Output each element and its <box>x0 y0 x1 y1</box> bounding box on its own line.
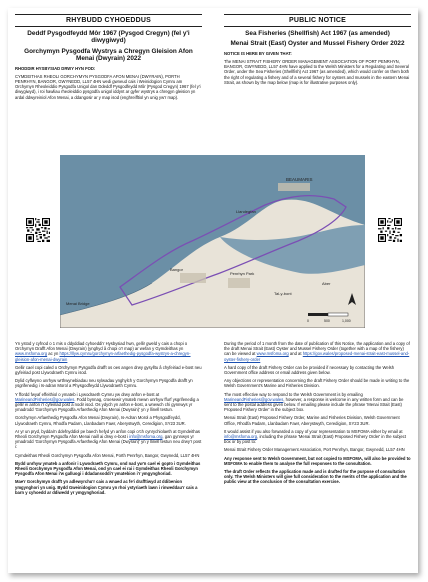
qr-code-icon[interactable] <box>378 218 402 242</box>
welsh-intro: CYMDEITHAS RHEOLI GORCHYMYN PYSGODFA AFON MENAI (DWYRAIN), PORTH PENRHYN, BANGOR, GWYNEDD, LL57 4HN wedi gwneud cais i Weinidogion Cymru am Orchymyn Rheoleiddio Pysgodfa Unigol dan Ddeddf Pysgodfeydd Môr (Pysgod Cregyn) 1967 (fel y'i diwygiwyd), i roi hawliau rheoleiddio pysgodfa unigol iddynt ar gyfer wystrys a chregyn gleision yn ardal ddwyreiniol Afon Menai, a ddangosir ar y map isod (enghreifftiol yn unig yw'r map). <box>15 73 201 100</box>
welsh-header: RHYBUDD CYHOEDDUS <box>15 14 202 27</box>
map-label-aber: Aber <box>322 281 331 286</box>
english-para-4: The most effective way to respond to the Welsh Government is by emailing MarineandFisheries@gov.wales, however, a response is welcome in any written form and can be sent to the postal address given below. If emailing please include the phrase 'Menai Strait (East) Proposed Fishery Order' in the subject box. <box>224 391 404 413</box>
english-link-info-email[interactable]: info@msfoma.org <box>224 434 258 440</box>
english-header: PUBLIC NOTICE <box>224 14 411 27</box>
english-link-email[interactable]: MarineandFisheries@gov.wales <box>224 396 284 402</box>
welsh-para-5: Ar yr un pryd, byddai'n ddefnyddiol pe baech hefyd yn anfon copi o'ch cynrychiolaeth at Gymdeithas Rheoli Gorchymyn Pysgodfa Afon Menai naill ai drwy e-bost i info@msfoma.org, gan gynnwys yr ymadrodd 'Gorchymyn Pysgodfa Arfaethedig Afon Menai (Dwyrain)' yn y llinell testun neu drwy'r post i: <box>15 428 202 450</box>
map-label-beaumaris: BEAUMARIS <box>286 177 313 182</box>
town-block <box>278 183 310 191</box>
town-block <box>228 278 250 288</box>
map-label-penrhyn: Penrhyn Park <box>230 271 255 276</box>
english-intro: The MENAI STRAIT FISHERY ORDER MANAGEMENT ASSOCIATION OF PORT PENRHYN, BANGOR, GWYNEDD, LL57 4HN have applied to the Welsh Ministers for a Regulating and Several Order, under the Sea Fisheries (Shellfish) Act 1967 (as amended), which would confer on them both the right of regulating a fishery and of a several fishery for oysters and mussels in the eastern Menai Strait, as shown by the map below (map is for illustrative purposes only). <box>224 59 410 85</box>
scale-label-0: 0 <box>307 319 309 323</box>
welsh-notice-heading: RHODDIR HYSBYSIAD DRWY HYN FOD: <box>15 65 96 71</box>
english-para-1: During the period of 1 month from the date of publication of this Notice, the application and a copy of the draft Menai Strait (East) Oyster and Mussel Fishery Order (together with a map of the fishery) can be viewed at www.msfoma.org and at https://gov.wales/proposed-menai-strait-east-mussel-and-oyster-fishery-order <box>224 341 410 362</box>
english-notice-heading: NOTICE IS HERE BY GIVEN THAT: <box>224 50 292 56</box>
welsh-link-info-email[interactable]: info@msfoma.org <box>129 434 163 440</box>
map-label-bangor: Bangor <box>170 267 183 272</box>
english-act-title: Sea Fisheries (Shellfish) Act 1967 (as amended) <box>245 30 390 37</box>
welsh-para-2: Gellir cael copi caled o Orchymyn Pysgodfa drafft os oes angen drwy gysylltu â chyfeiriad e-bost neu gyfeiriad post Llywodraeth Cymru isod. <box>15 364 202 376</box>
welsh-act-title: Deddf Pysgodfeydd Môr 1967 (Pysgod Cregyn) (fel y'i diwygiwyd) <box>27 30 190 45</box>
english-notice-bottom <box>224 338 411 485</box>
scale-label-500: 500 <box>324 319 330 323</box>
english-order-title: Menai Strait (East) Oyster and Mussel Fishery Order 2022 <box>230 40 405 48</box>
welsh-link-msfoma[interactable]: www.msfoma.org <box>15 351 48 357</box>
welsh-para-4: Y ffordd fwyaf effeithiol o ymateb i Lywodraeth Cymru yw drwy anfon e-bost at MarineandFisheries@gov.wales. Fodd bynnag, croesewir ymateb mewn unrhyw ffurf ysgrifenedig a gellir ei anfon i'r cyfeiriad post a nodir isod. Os ydych yn anfon e-bost, a wnewch chi gynnwys yr ymadrodd 'Gorchymyn Pysgodfa Arfaethedig Afon Menai (Dwyrain)' yn y llinell testun. <box>15 391 199 413</box>
welsh-notice-top <box>15 14 202 100</box>
welsh-address: Gorchymyn Arfaethedig Pysgodfa Afon Menai (Dwyrain), Is-Adran Morol a Physgodfeydd, Llywodraeth Cymru, Rhodfa Padarn, Llanbadarn Fawr, Aberystwyth, Ceredigion, SY23 3UR. <box>15 415 186 426</box>
welsh-para-3: Dylid cyflwyno unrhyw wrthwynebiadau neu sylwadau ynghylch y Gorchymyn Pysgodfa drafft yn ysgrifenedig i Is-adran Morol a Physgodfeydd Llywodraeth Cymru. <box>15 378 193 389</box>
welsh-link-gov[interactable]: https://llyw.cymru/gorchymyn-arfaethedig-pysgodfa-wystrys-a-chregyn-gleision-afon-menai-dwyrain <box>15 351 191 362</box>
english-bold-2: The draft Order reflects the application made and is drafted for the purpose of consultation only. The Welsh Ministers will give full consideration to the merits of the application and the public view at the conclusion of the consultation exercise. <box>224 469 407 485</box>
scale-label-1000: 1,000 <box>342 319 351 323</box>
english-para-3: Any objections or representation concerning the draft Fishery Order should be made in writing to the Welsh Government's Marine and Fisheries Division. <box>224 378 410 389</box>
english-para-5: It would assist if you also forwarded a copy of your representation to MSFOMA either by email at info@msfoma.org, including the phrase 'Menai Strait (East) Proposed Fishery Order' in the subject box or by post to: <box>224 428 407 445</box>
english-notice-top <box>224 14 411 85</box>
town-block <box>180 273 206 283</box>
english-address: Menai Strait (East) Proposed Fishery Order, Marine and Fisheries Division, Welsh Government Office, Rhodfa Padarn, Llanbadarn Fawr, Aberystwyth, Ceredigion, SY23 3UR. <box>224 415 400 426</box>
welsh-address-2: Cymdeithas Rheoli Gorchymyn Pysgodfa Afon Menai, Porth Penrhyn, Bangor, Gwynedd, LL57 4HN <box>15 452 200 458</box>
map-label-tal-y-bont: Tal-y-bont <box>274 291 292 296</box>
fishery-area-map <box>60 155 365 328</box>
english-bold-1: Any response sent to Welsh Government, but not copied to MSFOMA, will also be provided to MSFOMA to enable them to analyse the full responses to the consultation. <box>224 455 411 466</box>
public-notice-page <box>8 8 418 573</box>
welsh-link-email[interactable]: MarineandFisheries@gov.wales <box>15 396 75 402</box>
english-link-msfoma[interactable]: www.msfoma.org <box>256 351 289 357</box>
welsh-para-1: Yn ystod y cyfnod o 1 mis o ddyddiad cyhoeddi'r Hysbysiad hwn, gellir gweld y cais a chopi o Orchymyn Drafft Afon Menai (Dwyrain) (ynghyd â chopi o'r map) ar wefan y Gymdeithas yn www.msfoma.org ac yn https://llyw.cymru/gorchymyn-arfaethedig-pysgodfa-wystrys-a-chregyn-gleision-afon-menai-dwyrain <box>15 341 191 362</box>
english-address-2: Menai Strait Fishery Order Management Association, Port Penrhyn, Bangor, Gwynedd, LL57 4HN <box>224 447 405 453</box>
welsh-order-title: Gorchymyn Pysgodfa Wystrys a Chregyn Gleision Afon Menai (Dwyrain) 2022 <box>24 47 193 63</box>
map-label-menai-bridge: Menai Bridge <box>66 301 90 306</box>
qr-code-icon[interactable] <box>26 218 50 242</box>
english-link-gov[interactable]: https://gov.wales/proposed-menai-strait-east-mussel-and-oyster-fishery-order <box>224 351 410 362</box>
welsh-bold-2: Mae'r Gorchymyn drafft yn adlewyrchu'r cais a wnaed ac fe'i drafftiwyd at ddibenion ymgynghori yn unig. Bydd Gweinidogion Cymru yn rhoi ystyriaeth lawn i rinweddau'r cais a barn y cyhoedd ar ddiwedd yr ymgynghoriad. <box>15 479 198 495</box>
welsh-notice-bottom <box>15 338 202 495</box>
map-label-llandegfan: Llandegfan <box>236 209 256 214</box>
english-para-2: A hard copy of the draft Fishery Order can be provided if necessary by contacting the Welsh Government office address or email address given below. <box>224 364 395 376</box>
welsh-bold-1: Bydd unrhyw ymateb a anfonir i Lywodraeth Cymru, ond nad yw'n cael ei gopïo i Gymdeithas Rheoli Gorchymyn Pysgodfa Afon Menai, ond yn cael ei rai i Gymdeithas Rheoli Gorchymyn Pysgodfa Afon Menai i'w galluogi i ddadansoddi'r ymatebion i'r ymgynghoriad. <box>15 460 201 477</box>
